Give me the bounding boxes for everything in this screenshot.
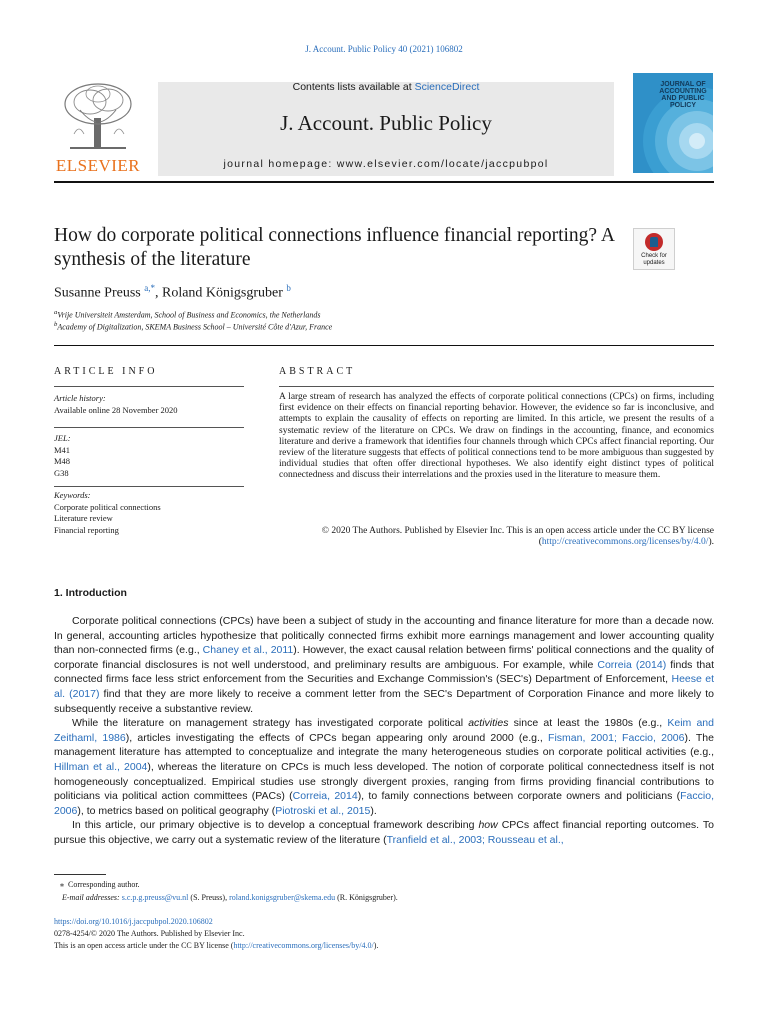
jel-code: G38 [54, 467, 69, 478]
open-access-line [54, 941, 378, 950]
elsevier-tree-icon [60, 80, 136, 152]
elsevier-logo [54, 80, 142, 174]
citation-link[interactable]: Faccio, 2006 [54, 790, 714, 817]
email-label: E-mail addresses: [62, 893, 120, 902]
sciencedirect-link[interactable]: ScienceDirect [414, 81, 480, 93]
intro-paragraph [54, 716, 714, 818]
email-link[interactable]: s.c.p.g.preuss@vu.nl [121, 893, 189, 902]
abstract-rule [279, 386, 714, 387]
email-owner: (S. Preuss), [188, 893, 230, 902]
citation-link[interactable]: Heese et al. (2017) [54, 673, 714, 700]
contents-line [158, 81, 614, 93]
affiliation-a [54, 309, 320, 320]
journal-homepage[interactable]: journal homepage: www.elsevier.com/locate/jaccpubpol [223, 158, 549, 170]
body-text: ). However, the exact causal relation between firms' political connections and the quality of corporate financial disclosures is not well understood, and preliminary results are ambiguous. For example, while [54, 644, 714, 671]
check-updates-icon [645, 233, 663, 251]
author-list [54, 283, 291, 302]
body-text: find that they are more likely to receive a comment letter from the SEC's Department of Corporation Finance and more likely to subsequently receive a substantive review. [54, 687, 715, 715]
citation-link[interactable]: Piotroski et al., 2015 [275, 804, 371, 817]
jel-code: M41 [54, 444, 71, 455]
citation-link[interactable]: Fisman, 2001; Faccio, 2006 [548, 731, 685, 744]
keyword: Literature review [54, 513, 113, 523]
history-value: Available online 28 November 2020 [54, 404, 178, 415]
journal-cover-image [633, 73, 713, 173]
body-text: ). The management literature has attempted to conceptualize and integrate the many heterogeneous studies on corporate political activities (e.g., [54, 731, 714, 759]
body-text: Corporate political connections (CPCs) have been a subject of study in the accounting and finance literature for more than a decade now. In general, accounting articles hypothesize that politically connected firms exhibit more earnings management and lower accounting quality than non-connected firms (e.g., [54, 615, 714, 657]
footnote-rule [54, 874, 106, 875]
author-separator: , [154, 285, 162, 301]
keyword: Financial reporting [54, 524, 119, 535]
introduction-heading: 1. Introduction [54, 587, 127, 599]
affiliation-mark: a [54, 309, 58, 316]
header-rule [54, 181, 714, 183]
check-updates-label: Check for updates [641, 253, 667, 266]
license-link[interactable]: http://creativecommons.org/licenses/by/4.0/ [541, 537, 709, 548]
corresponding-text: Corresponding author. [68, 880, 140, 889]
body-text: ), whereas the literature on CPCs is much less developed. The notion of corporate political connectedness itself is not homogeneously conceptualized. Empirical studies use strongly divergent proxies, ranging from firms providing financial contributions to politicians via political action committees (PACs) ( [54, 760, 714, 803]
email-addresses [62, 893, 398, 902]
cover-title: JOURNAL OF ACCOUNTING AND PUBLIC POLICY [659, 81, 707, 109]
body-text: finds that connected firms face less strict enforcement from the Securities and Exchange Commission's (SEC's) Department of Enforcement, [54, 658, 714, 686]
doi-link[interactable]: https://doi.org/10.1016/j.jaccpubpol.2020.106802 [54, 917, 213, 926]
body-text: ), to metrics based on political geography ( [77, 804, 276, 817]
jel-label: JEL: [54, 433, 71, 443]
article-info-rule [54, 427, 244, 428]
body-text: since at least the 1980s (e.g., [508, 717, 668, 730]
emphasis-text: activities [468, 717, 509, 730]
oa-suffix: ). [373, 941, 379, 950]
contents-prefix: Contents lists available at [292, 81, 415, 93]
email-owner: (R. Königsgruber). [335, 893, 398, 902]
affiliation-text: Vrije Universiteit Amsterdam, School of Business and Economics, the Netherlands [57, 310, 321, 320]
copyright-end: ). [708, 537, 714, 548]
author-name: Susanne Preuss [54, 285, 141, 301]
history-label: Article history: [54, 393, 106, 403]
body-text: CPCs affect financial reporting outcomes. To pursue this objective, we carry out a systematic review of the literature ( [54, 819, 714, 846]
citation-link[interactable]: Correia (2014) [597, 658, 667, 671]
journal-name: J. Account. Public Policy [280, 111, 492, 135]
title-block-rule [54, 345, 714, 346]
body-text: ). [370, 804, 377, 817]
jel-codes [54, 433, 71, 479]
intro-paragraph [54, 818, 714, 847]
journal-citation-link[interactable]: J. Account. Public Policy 40 (2021) 106802 [305, 44, 463, 54]
body-text: ), articles investigating the effects of CPCs began appearing only around 2000 (e.g., [125, 731, 549, 744]
elsevier-wordmark: ELSEVIER [55, 156, 141, 175]
citation-link[interactable]: Keim and Zeithaml, 1986 [54, 717, 714, 744]
corresponding-mark: ⁎ [60, 880, 64, 889]
keywords-label: Keywords: [54, 490, 91, 500]
citation-link[interactable]: Tranfield et al., 2003; Rousseau et al., [386, 833, 564, 846]
abstract-heading: ABSTRACT [279, 366, 356, 377]
author-name: Roland Königsgruber [161, 285, 283, 301]
keyword: Corporate political connections [54, 501, 161, 512]
article-info-rule [54, 486, 244, 487]
citation-link[interactable]: Hillman et al., 2004 [54, 760, 148, 773]
article-info-rule [54, 386, 244, 387]
article-info-heading: ARTICLE INFO [54, 366, 158, 377]
body-text: ), to family connections between corporate owners and politicians ( [357, 790, 681, 803]
issn-line: 0278-4254/© 2020 The Authors. Published by Elsevier Inc. [54, 929, 245, 938]
affiliation-text: Academy of Digitalization, SKEMA Business School – Université Côte d'Azur, France [57, 322, 333, 332]
author-affiliation-mark[interactable]: b [286, 283, 291, 293]
email-link[interactable]: roland.konigsgruber@skema.edu [229, 893, 336, 902]
abstract-text: A large stream of research has analyzed the effects of corporate political connections (CPCs) on firms, including first evidence on their effects on financial reporting behavior. However, the evidence so far is inconclusive, and attempts to explain the causality of effects on reporting are limited. In this article, we present the results of a systematic review of the literature on CPCs. We draw on findings in the accounting, finance, and economics literature and derive a framework that identifies four channels through which CPCs affect financial reporting. Our review of the literature suggests that effects of political connections tend to be more ambiguous than suggested by individual studies that often offer directional hypotheses. We also identify eight distinct types of political connectedness and discuss their interrelations and the proxies used in the literature to measure them. [279, 392, 714, 481]
intro-paragraph [54, 614, 714, 716]
body-text: In this article, our primary objective is to develop a conceptual framework describing [72, 819, 479, 832]
oa-prefix: This is an open access article under the CC BY license ( [54, 941, 234, 950]
check-for-updates-button[interactable] [633, 228, 675, 270]
affiliation-b [54, 321, 332, 332]
body-text: While the literature on management strategy has investigated corporate political [72, 717, 469, 730]
article-title: How do corporate political connections influence financial reporting? A synthesis of the literature [54, 225, 614, 270]
copyright-text: © 2020 The Authors. Published by Elsevier Inc. This is an open access article under the CC BY license ( [321, 526, 714, 548]
citation-link[interactable]: Chaney et al., 2011 [202, 644, 294, 657]
article-history [54, 393, 178, 416]
emphasis-text: how [478, 819, 498, 832]
jel-code: M48 [54, 456, 71, 466]
abstract-license [279, 526, 714, 548]
citation-link[interactable]: Correia, 2014 [292, 790, 358, 803]
keywords [54, 490, 161, 536]
corresponding-author-note [60, 880, 140, 889]
author-affiliation-mark[interactable]: a,* [144, 283, 155, 293]
introduction-body [54, 614, 714, 848]
oa-license-link[interactable]: http://creativecommons.org/licenses/by/4.0/ [233, 941, 374, 950]
affiliation-mark: b [54, 321, 58, 328]
